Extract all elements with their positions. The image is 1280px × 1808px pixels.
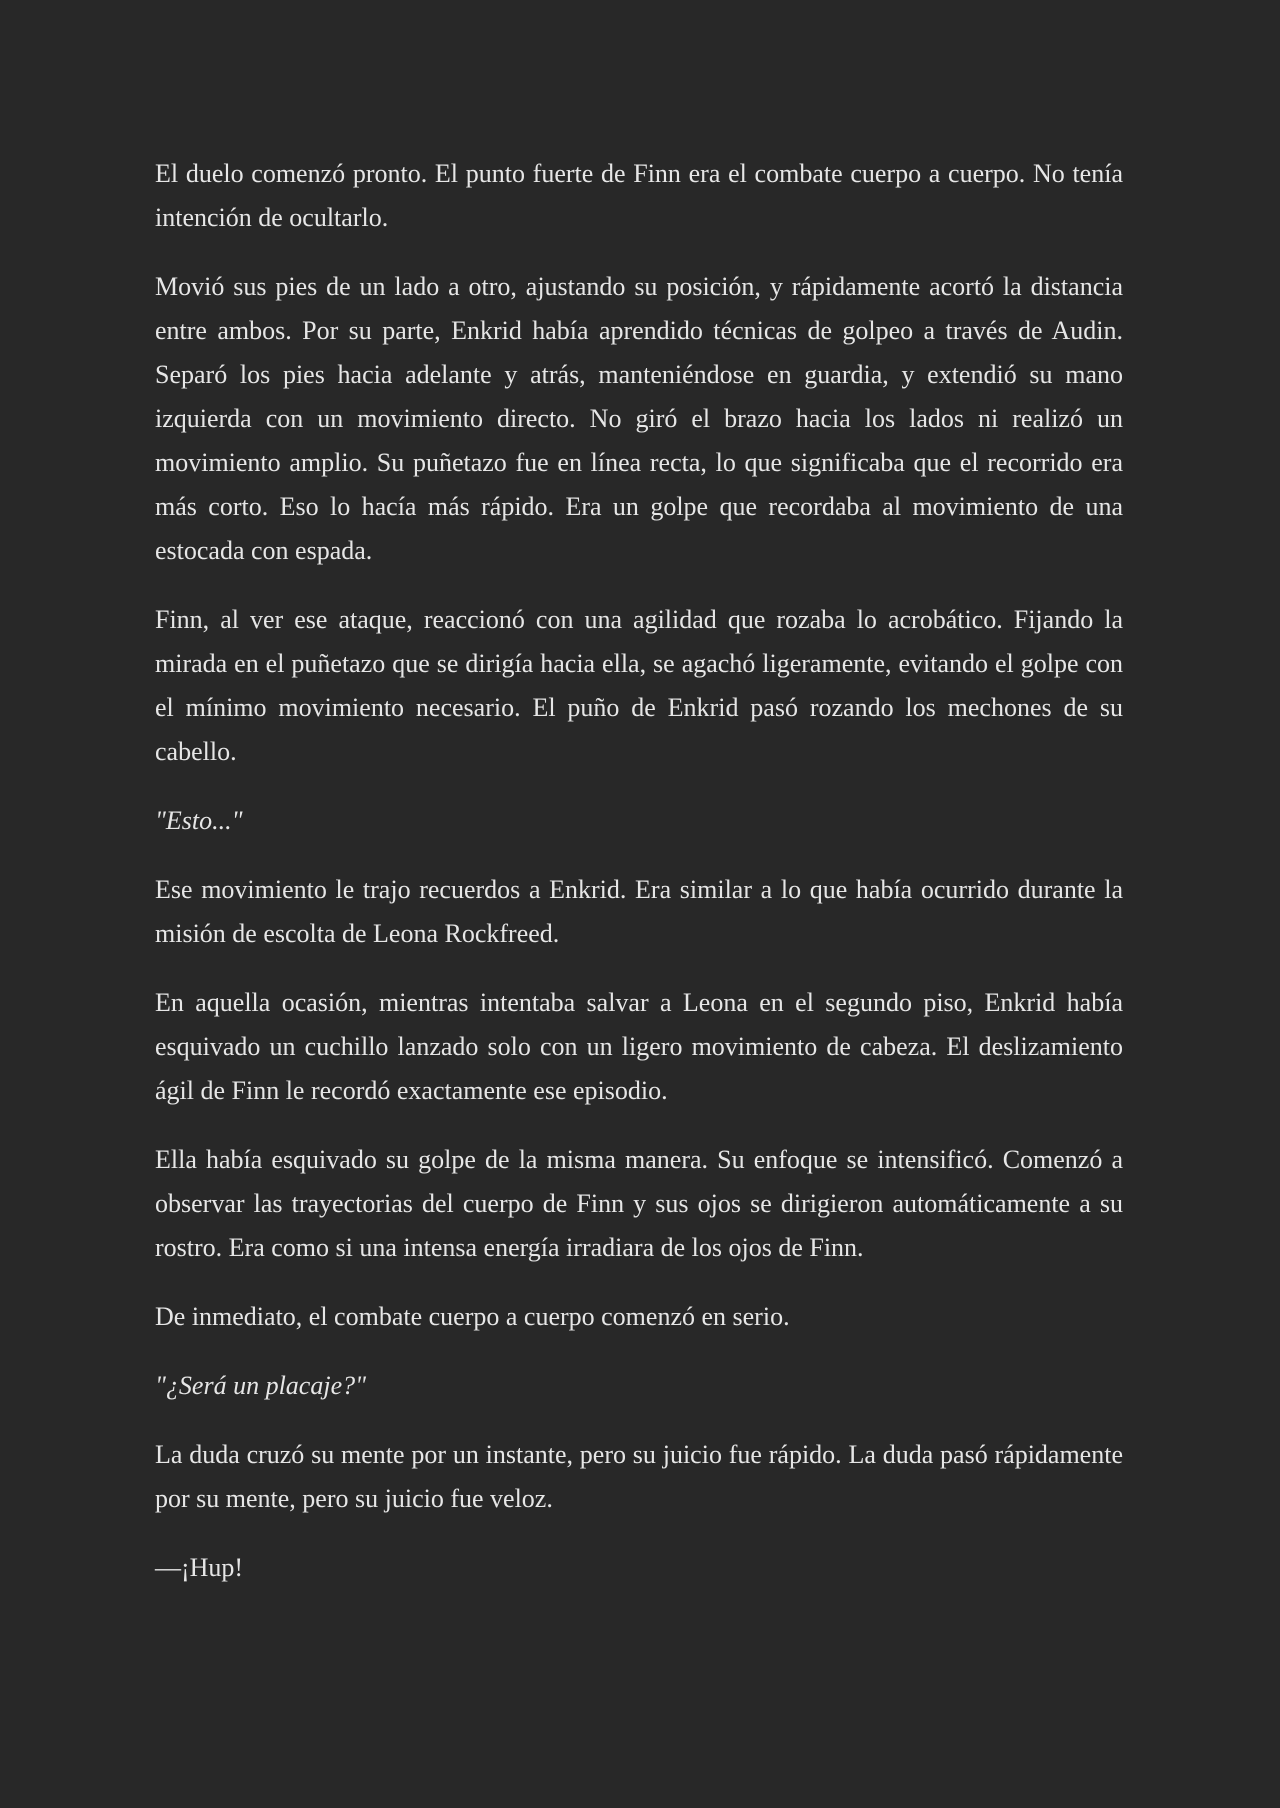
paragraph-1: El duelo comenzó pronto. El punto fuerte de Finn era el combate cuerpo a cuerpo. No tenía intención de ocultarlo. xyxy=(155,159,1123,232)
dialogue-line: —¡Hup! xyxy=(155,1553,244,1582)
paragraph-10: La duda cruzó su mente por un instante, pero su juicio fue rápido. La duda pasó rápidamente por su mente, pero su juicio fue veloz. xyxy=(155,1440,1123,1513)
paragraph-8: De inmediato, el combate cuerpo a cuerpo comenzó en serio. xyxy=(155,1302,790,1331)
paragraph-7: Ella había esquivado su golpe de la misma manera. Su enfoque se intensificó. Comenzó a observar las trayectorias del cuerpo de Finn y sus ojos se dirigieron automáticamente a su rostro. Era como si una intensa energía irradiara de los ojos de Finn. xyxy=(155,1145,1123,1262)
thought-line-1: "Esto..." xyxy=(155,806,243,835)
paragraph-3: Finn, al ver ese ataque, reaccionó con una agilidad que rozaba lo acrobático. Fijando la mirada en el puñetazo que se dirigía hacia ella, se agachó ligeramente, evitando el golpe con el mínimo movimiento necesario. El puño de Enkrid pasó rozando los mechones de su cabello. xyxy=(155,605,1123,766)
thought-line-2: "¿Será un placaje?" xyxy=(155,1371,367,1400)
paragraph-6: En aquella ocasión, mientras intentaba salvar a Leona en el segundo piso, Enkrid había esquivado un cuchillo lanzado solo con un ligero movimiento de cabeza. El deslizamiento ágil de Finn le recordó exactamente ese episodio. xyxy=(155,988,1123,1105)
reading-pane xyxy=(155,152,1123,1615)
paragraph-2: Movió sus pies de un lado a otro, ajustando su posición, y rápidamente acortó la distancia entre ambos. Por su parte, Enkrid había aprendido técnicas de golpeo a través de Audin. Separó los pies hacia adelante y atrás, manteniéndose en guardia, y extendió su mano izquierda con un movimiento directo. No giró el brazo hacia los lados ni realizó un movimiento amplio. Su puñetazo fue en línea recta, lo que significaba que el recorrido era más corto. Eso lo hacía más rápido. Era un golpe que recordaba al movimiento de una estocada con espada. xyxy=(155,272,1123,565)
paragraph-5: Ese movimiento le trajo recuerdos a Enkrid. Era similar a lo que había ocurrido durante la misión de escolta de Leona Rockfreed. xyxy=(155,875,1123,948)
